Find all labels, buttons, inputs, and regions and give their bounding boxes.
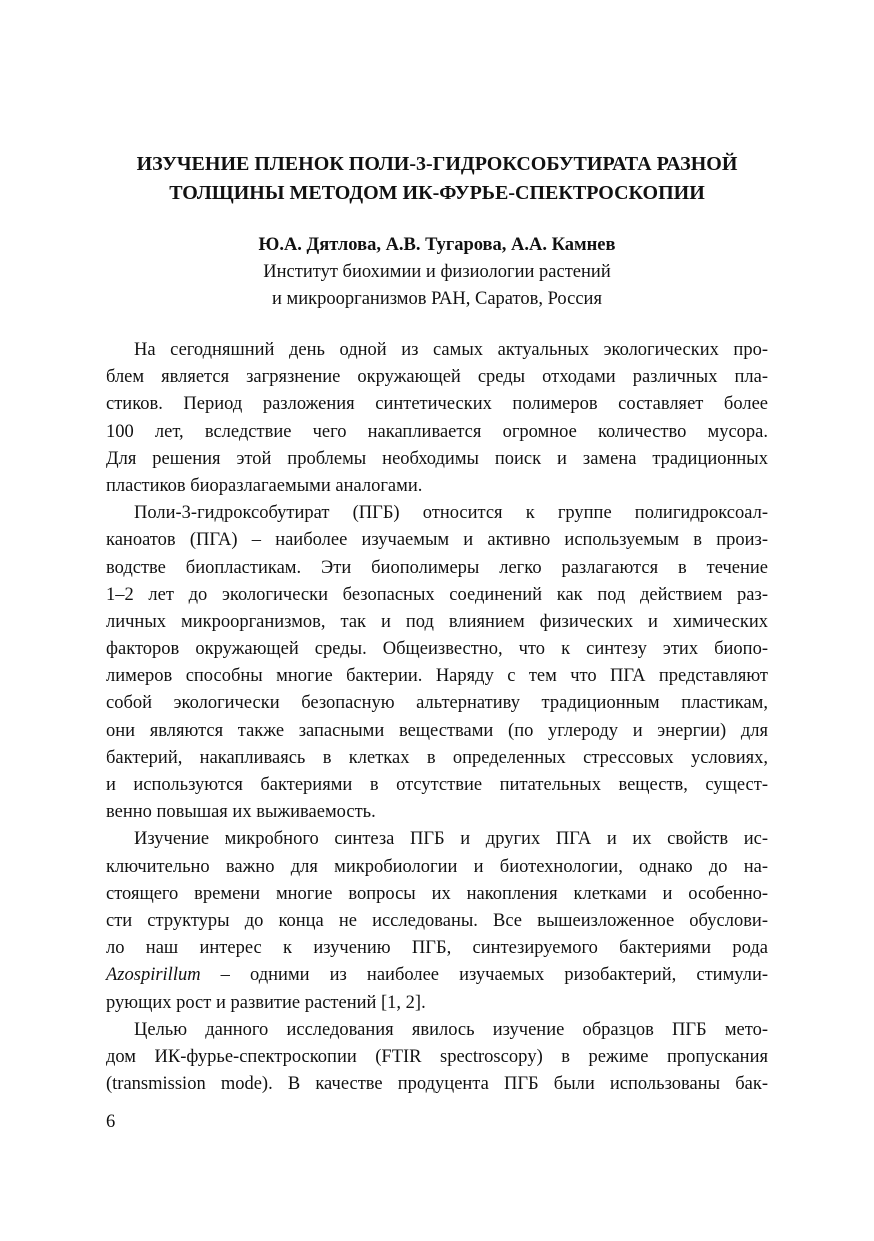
text-line: ключительно важно для микробиологии и биотехнологии, однако до на-: [106, 856, 768, 877]
text-line: Целью данного исследования явилось изучение образцов ПГБ мето-: [134, 1019, 768, 1040]
text-line: факторов окружающей среды. Общеизвестно, что к синтезу этих биопо-: [106, 639, 768, 660]
text-line: дом ИК-фурье-спектроскопии (FTIR spectroscopy) в режиме пропускания: [106, 1046, 768, 1067]
text-line: На сегодняшний день одной из самых актуальных экологических про-: [134, 340, 768, 360]
text-line: они являются также запасными веществами (по углероду и энергии) для: [106, 720, 768, 741]
title-line: ИЗУЧЕНИЕ ПЛЕНОК ПОЛИ-3-ГИДРОКСОБУТИРАТА РАЗНОЙ: [136, 153, 738, 175]
text-line: сти структуры до конца не исследованы. Все вышеизложенное обуслови-: [106, 910, 768, 931]
text-line: лимеров способны многие бактерии. Наряду с тем что ПГА представляют: [106, 666, 768, 687]
text-line: рующих рост и развитие растений [1, 2].: [106, 992, 426, 1013]
affiliation-line: и микроорганизмов РАН, Саратов, Россия: [272, 289, 602, 309]
genus-dash: –: [220, 965, 230, 986]
page-number: 6: [106, 1112, 116, 1132]
text-line: водстве биопластикам. Эти биополимеры легко разлагаются в течение: [106, 557, 768, 578]
text-line: стиков. Период разложения синтетических полимеров составляет более: [106, 394, 768, 415]
text-line: Для решения этой проблемы необходимы поиск и замена традиционных: [106, 448, 768, 469]
text-line: собой экологически безопасную альтернативу традиционным пластикам,: [106, 693, 768, 714]
paper-title: [100, 150, 774, 208]
text-line: пластиков биоразлагаемыми аналогами.: [106, 475, 423, 496]
text-line: каноатов (ПГА) – наиболее изучаемым и активно используемым в произ-: [106, 530, 768, 551]
affiliation-line: Институт биохимии и физиологии растений: [263, 262, 611, 282]
text-line-rest: одними из наиболее изучаемых ризобактерий, стимули-: [250, 965, 769, 986]
text-line: Изучение микробного синтеза ПГБ и других ПГА и их свойств ис-: [134, 829, 768, 850]
text-line: Поли-3-гидроксобутират (ПГБ) относится к группе полигидроксоал-: [134, 503, 768, 524]
text-line: и используются бактериями в отсутствие питательных веществ, сущест-: [106, 775, 768, 795]
text-line: личных микроорганизмов, так и под влиянием физических и химических: [106, 611, 768, 632]
text-line: венно повышая их выживаемость.: [106, 802, 376, 823]
text-line: 100 лет, вследствие чего накапливается огромное количество мусора.: [106, 421, 768, 442]
text-line-genus: [106, 962, 768, 989]
title-line: ТОЛЩИНЫ МЕТОДОМ ИК-ФУРЬЕ-СПЕКТРОСКОПИИ: [169, 182, 705, 204]
authors: Ю.А. Дятлова, А.В. Тугарова, А.А. Камнев: [258, 235, 616, 255]
text-line: ло наш интерес к изучению ПГБ, синтезируемого бактериями рода: [106, 938, 768, 959]
body-text: [106, 337, 768, 1098]
text-line: бактерий, накапливаясь в клетках в определенных стрессовых условиях,: [106, 747, 768, 768]
text-line: 1–2 лет до экологически безопасных соединений как под действием раз-: [106, 584, 768, 605]
genus-name: Azospirillum: [106, 965, 201, 986]
text-line: (transmission mode). В качестве продуцента ПГБ были использованы бак-: [106, 1074, 768, 1095]
text-line: стоящего времени многие вопросы их накопления клетками и особенно-: [106, 883, 768, 904]
text-line: блем является загрязнение окружающей среды отходами различных пла-: [106, 367, 768, 388]
